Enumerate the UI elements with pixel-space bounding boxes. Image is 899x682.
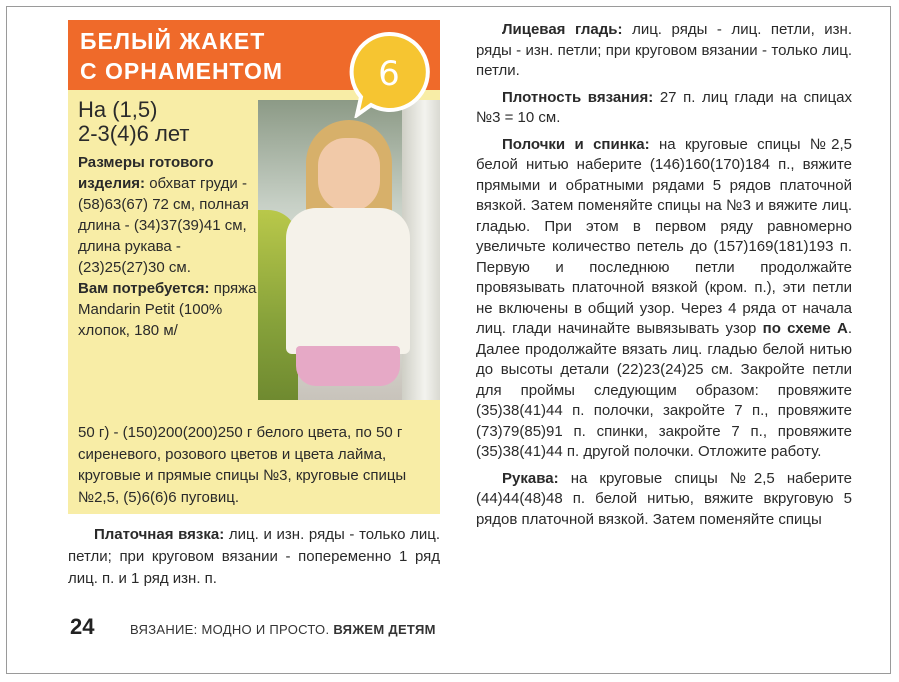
density-paragraph	[476, 88, 852, 129]
density-label: Плотность вязания:	[502, 88, 654, 106]
section-name: ВЯЖЕМ ДЕТЯМ	[333, 622, 436, 637]
instructions-column	[476, 20, 852, 536]
materials-text-wide: 50 г) - (150)200(200)250 г белого цвета, по 50 г сиреневого, розового цветов и цвета лайма, круговые и прямые спицы №3, круговые спицы №2,5, (5)6(6)6 пуговиц.	[78, 424, 407, 506]
stockinette-paragraph	[476, 20, 852, 82]
jacket-shape	[286, 208, 410, 354]
badge-number: 6	[378, 54, 400, 94]
fronts-back-paragraph	[476, 135, 852, 463]
sizes-block	[78, 152, 268, 278]
age-line-1: На (1,5)	[78, 97, 158, 122]
sizes-text: обхват груди - (58)63(67) 72 см, полная длина - (34)37(39)41 см, длина рукава - (23)25(27)30 см.	[78, 175, 249, 276]
magazine-name: ВЯЗАНИЕ: МОДНО И ПРОСТО.	[130, 622, 330, 637]
scheme-reference: по схеме А	[762, 320, 848, 337]
materials-block	[78, 278, 268, 341]
age-range	[78, 98, 268, 146]
age-line-2: 2-3(4)6 лет	[78, 121, 190, 146]
fronts-text-2: . Далее продолжайте вязать лиц. гладью белой нитью до высоты детали (22)23(24)25 см. Закройте петли для проймы следующим образом: провяжите (35)38(41)44 п. полочки, закройте 7 п., провяжите (73)79(85)91 п. спинки, закройте 7 п., провяжите (35)38(41)44 п. другой полочки. Отложите работу.	[476, 320, 853, 460]
garter-label: Платочная вязка:	[94, 526, 225, 543]
running-footer	[130, 622, 436, 637]
skirt-shape	[296, 346, 400, 386]
stockinette-text: лиц. ряды - лиц. петли, изн. ряды - изн. петли; при круговом вязании - только лиц. петли.	[476, 21, 853, 79]
model-photo	[258, 100, 440, 400]
garter-text: лиц. и изн. ряды - только лиц. петли; при круговом вязании - попеременно 1 ряд лиц. п. и 1 ряд изн. п.	[68, 526, 441, 587]
sleeves-text: на круговые спицы №2,5 наберите (44)44(48)48 п. белой нитью, вяжите вкруговую 5 рядов платочной вязкой. Затем поменяйте спицы	[476, 469, 852, 528]
title-line-2: С ОРНАМЕНТОМ	[80, 58, 284, 84]
sleeves-label: Рукава:	[502, 469, 559, 487]
specs-column	[78, 98, 268, 341]
fronts-text-1: на круговые спицы №2,5 белой нитью наберите (146)160(170)184 п., вяжите прямыми и обратными рядами 5 рядов платочной вязкой. Затем поменяйте спицы на №3 и вяжите лиц. гладью. При этом в первом ряду равномерно увеличьте количество петель до (157)169(181)193 п. Первую и последнюю петли продолжайте провязывать платочной вязкой (кром. п.), эти петли не включены в общий узор. Через 4 ряда от начала лиц. глади начинайте вывязывать узор	[476, 135, 853, 337]
size-number-badge	[344, 28, 434, 118]
sizes-label: Размеры готового изделия:	[78, 154, 214, 192]
article-title	[80, 26, 340, 86]
materials-text-narrow: пряжа Mandarin Petit (100% хлопок, 180 м/	[78, 280, 257, 339]
density-text: 27 п. лиц глади на спицах №3 = 10 см.	[476, 88, 853, 126]
page-number: 24	[70, 614, 95, 639]
sleeves-paragraph	[476, 469, 852, 531]
fronts-label: Полочки и спинка:	[502, 135, 650, 153]
title-line-1: БЕЛЫЙ ЖАКЕТ	[80, 28, 266, 54]
materials-label: Вам потребуется:	[78, 280, 210, 297]
face-shape	[318, 138, 380, 212]
stockinette-label: Лицевая гладь:	[502, 21, 623, 38]
garter-stitch-section	[68, 524, 440, 590]
